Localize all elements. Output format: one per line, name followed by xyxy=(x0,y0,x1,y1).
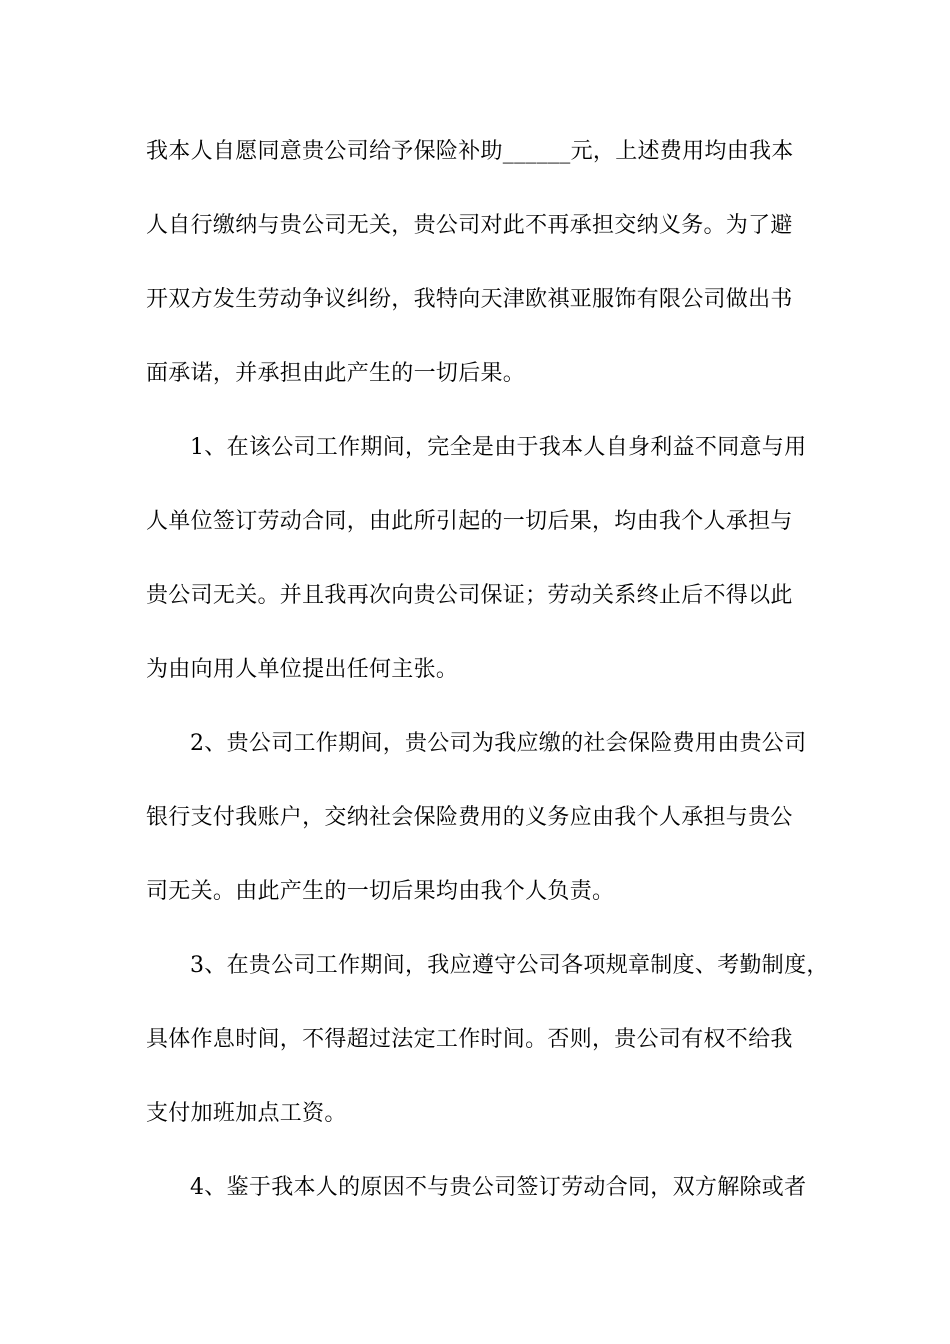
clause-1-line: 为由向用人单位提出任何主张。 xyxy=(146,657,459,682)
clause-2-line: 银行支付我账户，交纳社会保险费用的义务应由我个人承担与贵公 xyxy=(146,805,793,830)
clause-3-line: 支付加班加点工资。 xyxy=(146,1101,347,1126)
clause-1-line: 贵公司无关。并且我再次向贵公司保证；劳动关系终止后不得以此 xyxy=(146,583,793,608)
clause-1-line: 1、在该公司工作期间，完全是由于我本人自身利益不同意与用 xyxy=(190,435,807,460)
clause-2-line: 司无关。由此产生的一切后果均由我个人负责。 xyxy=(146,879,615,904)
paragraph-line: 人自行缴纳与贵公司无关，贵公司对此不再承担交纳义务。为了避 xyxy=(146,213,793,238)
paragraph-line: 我本人自愿同意贵公司给予保险补助______元，上述费用均由我本 xyxy=(146,139,794,164)
clause-2-line: 2、贵公司工作期间，贵公司为我应缴的社会保险费用由贵公司 xyxy=(190,731,807,756)
paragraph-line: 开双方发生劳动争议纠纷，我特向天津欧祺亚服饰有限公司做出书 xyxy=(146,287,793,312)
clause-3-line: 3、在贵公司工作期间，我应遵守公司各项规章制度、考勤制度， xyxy=(190,953,829,978)
paragraph-line: 面承诺，并承担由此产生的一切后果。 xyxy=(146,361,526,386)
clause-3-line: 具体作息时间，不得超过法定工作时间。否则，贵公司有权不给我 xyxy=(146,1027,793,1052)
clause-4-line: 4、鉴于我本人的原因不与贵公司签订劳动合同，双方解除或者 xyxy=(190,1175,807,1200)
clause-1-line: 人单位签订劳动合同，由此所引起的一切后果，均由我个人承担与 xyxy=(146,509,793,534)
